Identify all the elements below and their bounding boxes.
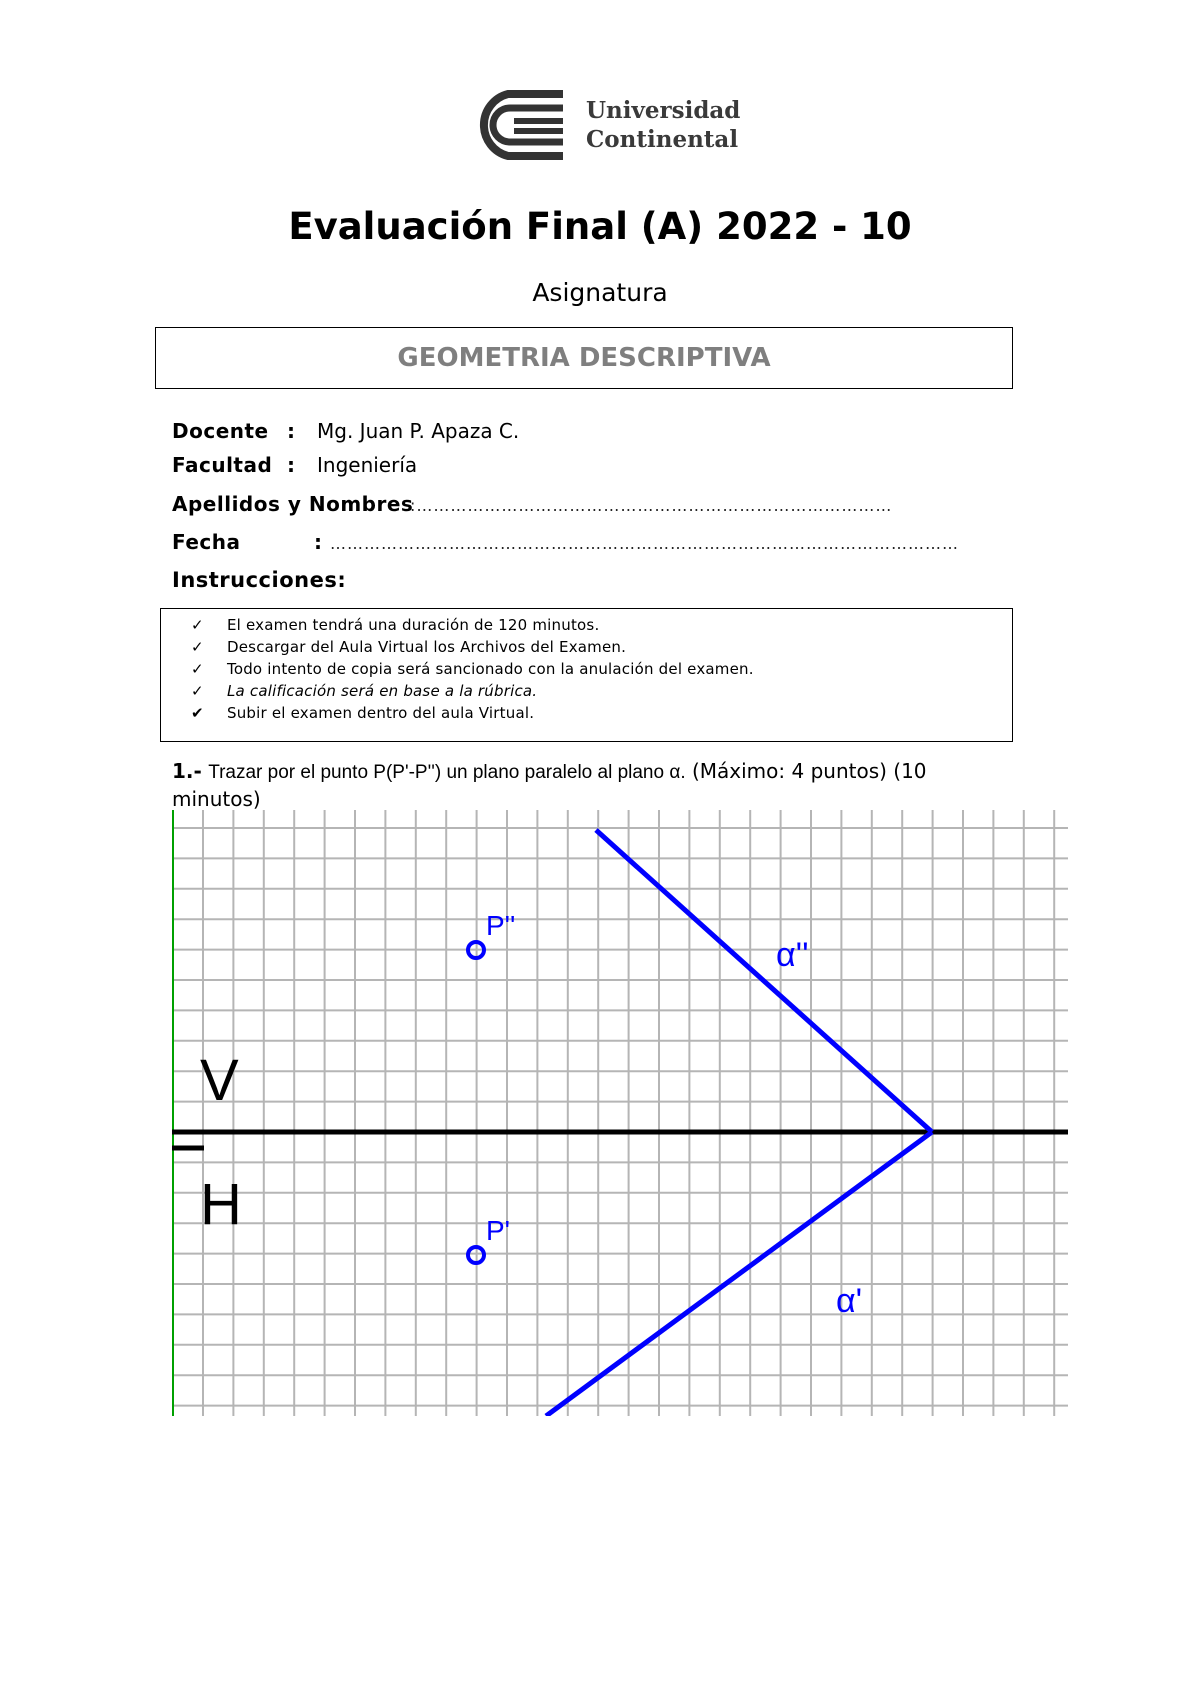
question-details: (Máximo: 4 puntos) (10 minutos) xyxy=(172,759,927,811)
alpha-top-label: α' xyxy=(836,1282,863,1320)
instruction-text: El examen tendrá una duración de 120 minutos. xyxy=(227,616,600,634)
subject-name: GEOMETRIA DESCRIPTIVA xyxy=(397,343,771,373)
university-name-line1: Universidad xyxy=(586,97,741,124)
alpha-top-trace xyxy=(546,1132,932,1416)
question-instruction: Trazar por el punto P(P'-P'') un plano paralelo al plano α. xyxy=(208,762,686,783)
check-icon: ✔ xyxy=(191,704,204,722)
exam-title: Evaluación Final (A) 2022 - 10 xyxy=(288,205,912,248)
facultad-value: Ingeniería xyxy=(317,453,418,477)
check-icon: ✓ xyxy=(191,616,204,634)
university-name xyxy=(586,96,740,154)
p-front-label: P'' xyxy=(486,910,516,941)
p-top-label: P' xyxy=(486,1215,511,1246)
h-label: H xyxy=(200,1172,242,1237)
docente-colon: : xyxy=(287,419,295,443)
apellidos-label: Apellidos y Nombres xyxy=(172,492,414,516)
instruction-text: Todo intento de copia será sancionado con la anulación del examen. xyxy=(227,660,754,678)
subject-label: Asignatura xyxy=(532,278,668,307)
fecha-fill-line[interactable]: ………………………………………………………………………………………………… xyxy=(330,534,959,553)
descriptive-geometry-drawing[interactable] xyxy=(172,810,1068,1416)
check-icon: ✓ xyxy=(191,682,204,700)
docente-value: Mg. Juan P. Apaza C. xyxy=(317,419,520,443)
check-icon: ✓ xyxy=(191,638,204,656)
fecha-colon: : xyxy=(314,530,322,554)
instrucciones-label: Instrucciones: xyxy=(172,568,347,592)
docente-label: Docente xyxy=(172,419,269,443)
question-1 xyxy=(172,758,1012,812)
fecha-label: Fecha xyxy=(172,530,241,554)
instruction-text: Subir el examen dentro del aula Virtual. xyxy=(227,704,535,722)
instruction-text: Descargar del Aula Virtual los Archivos del Examen. xyxy=(227,638,627,656)
apellidos-fill-line[interactable]: :………………………………………………………………………… xyxy=(410,496,893,515)
instructions-box xyxy=(160,608,1013,742)
instruction-text: La calificación será en base a la rúbrica. xyxy=(227,682,538,700)
university-name-line2: Continental xyxy=(586,126,739,153)
alpha-front-label: α'' xyxy=(776,936,809,974)
university-logo xyxy=(468,88,748,174)
facultad-label: Facultad xyxy=(172,453,273,477)
v-label: V xyxy=(200,1048,239,1113)
university-logo-icon xyxy=(468,88,568,162)
grid xyxy=(172,810,1068,1416)
facultad-colon: : xyxy=(287,453,295,477)
subject-box xyxy=(155,327,1013,389)
check-icon: ✓ xyxy=(191,660,204,678)
question-number: 1.- xyxy=(172,759,202,783)
